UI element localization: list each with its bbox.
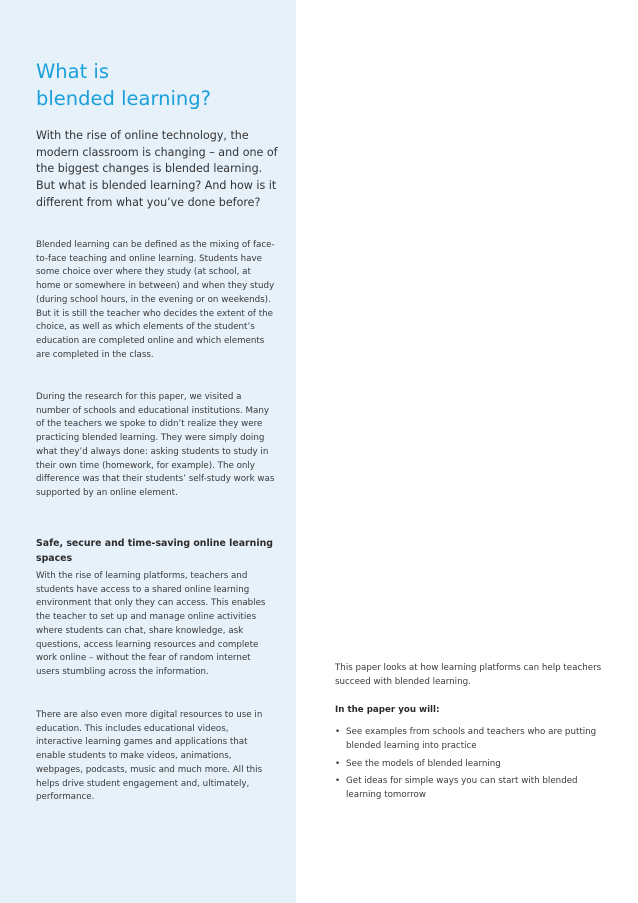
page-title [36,58,211,112]
list-item-text: See examples from schools and teachers who are putting blended learning into practice [346,727,597,751]
paper-summary [335,662,605,807]
section-heading: Safe, secure and time-saving online learning spaces [36,538,273,564]
list-item [335,775,605,802]
platforms-paragraph: With the rise of learning platforms, teachers and students have access to a shared online learning environment that only they can access. This enables the teacher to set up and manage online activities where students can chat, share knowledge, ask questions, access learning resources and complete work online – without the fear of random internet users stumbling across the information. [36,571,266,677]
list-item-text: Get ideas for simple ways you can start with blended learning tomorrow [346,776,578,800]
definition-paragraph: Blended learning can be defined as the mixing of face-to-face teaching and online learning. Students have some choice over where they study (at school, at home or somewhere in between) and when they study (during school hours, in the evening or on weekends). But it is still the teacher who decides the extent of the choice, as well as which elements of the student’s education are completed online and which elements are completed in the class. [36,240,275,360]
bullet-icon: • [335,776,341,787]
list-item-text: See the models of blended learning [346,758,501,769]
resources-paragraph: There are also even more digital resources to use in education. This includes educational videos, interactive learning games and applications that enable students to make videos, animations, webpages, podcasts, music and much more. All this helps drive student engagement and, ultimately, performance. [36,710,263,803]
title-line-2: blended learning? [36,87,212,110]
research-paragraph: During the research for this paper, we visited a number of schools and educational institutions. Many of the teachers we spoke to didn’t realize they were practicing blended learning. They were simply doing what they’d always done: asking students to study in their own time (homework, for example). The only difference was that their students’ self-study work was supported by an online element. [36,392,275,498]
intro-paragraph: With the rise of online technology, the modern classroom is changing – and one of the biggest changes is blended learning. But what is blended learning? And how is it different from what you’ve done before? [36,129,278,209]
summary-intro: This paper looks at how learning platforms can help teachers succeed with blended learning. [335,663,602,687]
list-item [335,726,605,753]
summary-lead: In the paper you will: [335,705,440,716]
list-item [335,758,605,772]
bullet-icon: • [335,758,341,769]
title-line-1: What is [36,60,110,83]
bullet-icon: • [335,727,341,738]
summary-list [335,726,605,803]
